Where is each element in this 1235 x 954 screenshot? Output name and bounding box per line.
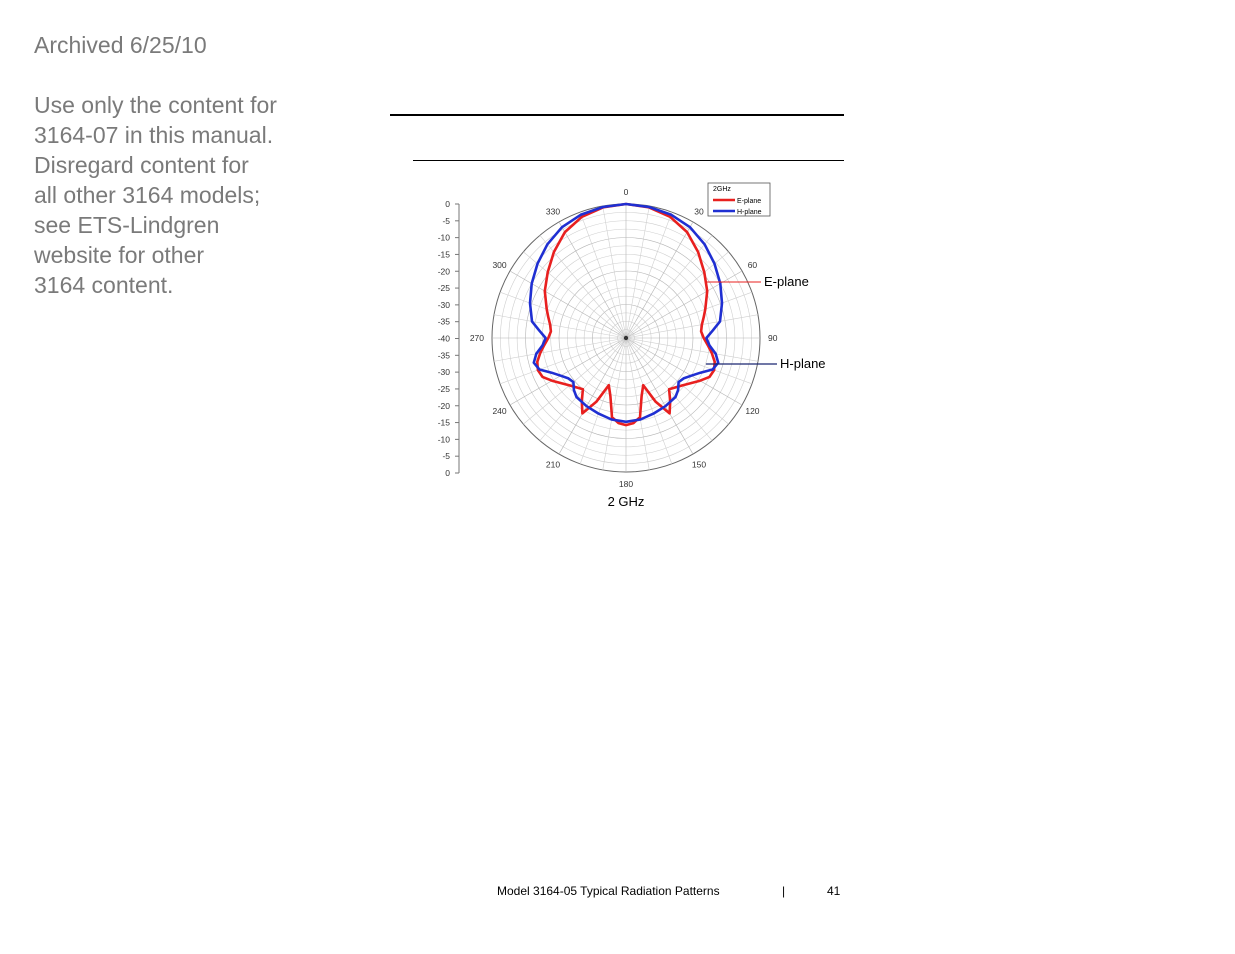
legend-title: 2GHz — [713, 186, 731, 193]
page-number: 41 — [827, 884, 841, 898]
radial-tick-label: -30 — [437, 367, 450, 378]
archive-line: 3164-07 in this manual. — [34, 122, 274, 148]
archive-line: see ETS-Lindgren — [34, 212, 220, 238]
chart-title: 2 GHz — [607, 494, 645, 509]
archive-line: website for other — [34, 242, 205, 268]
radial-axis — [438, 199, 459, 478]
radial-tick-label: -15 — [437, 249, 450, 260]
archive-line: 3164 content. — [34, 272, 174, 298]
angle-tick-label: 210 — [545, 459, 561, 470]
radial-tick-label: -25 — [437, 383, 450, 394]
radial-tick-label: -20 — [437, 400, 450, 411]
radial-tick-label: -35 — [437, 316, 450, 327]
radial-tick-label: -20 — [437, 266, 450, 277]
legend-label-h-plane: H-plane — [737, 209, 762, 216]
header-rule — [390, 114, 844, 116]
radial-tick-label: 0 — [445, 468, 450, 478]
archive-line: Use only the content for — [34, 92, 277, 118]
radial-tick-label: -30 — [437, 299, 450, 310]
angle-tick-label: 60 — [747, 260, 758, 270]
radial-tick-label: -10 — [437, 434, 450, 445]
legend-label-e-plane: E-plane — [737, 198, 762, 205]
angle-tick-label: 0 — [623, 187, 629, 197]
radial-tick-label: -5 — [442, 215, 450, 226]
callout-e-plane-label: E-plane — [764, 274, 809, 289]
polar-grid — [470, 187, 778, 489]
radial-tick-label: -5 — [442, 451, 450, 462]
radial-tick-label: -10 — [437, 232, 450, 243]
angle-tick-label: 180 — [618, 479, 634, 489]
legend — [708, 183, 770, 216]
pole-dot — [624, 336, 628, 340]
callout-h-plane-label: H-plane — [780, 356, 826, 371]
angle-tick-label: 120 — [745, 406, 760, 416]
section-rule — [413, 160, 844, 161]
archive-line: Disregard content for — [34, 152, 249, 178]
radiation-pattern-chart — [425, 178, 845, 518]
radial-tick-label: -25 — [437, 283, 450, 294]
radial-tick-label: -15 — [437, 417, 450, 428]
radial-tick-label: 0 — [445, 199, 450, 209]
footer-separator: | — [782, 884, 786, 898]
callout-h-plane — [706, 356, 826, 371]
radial-tick-label: -40 — [437, 333, 450, 344]
archive-line: all other 3164 models; — [34, 182, 261, 208]
angle-tick-label: 270 — [469, 333, 484, 343]
archive-date: Archived 6/25/10 — [34, 32, 207, 58]
angle-tick-label: 30 — [694, 206, 704, 217]
angle-tick-label: 300 — [492, 260, 507, 270]
footer-title: Model 3164-05 Typical Radiation Patterns — [497, 884, 720, 898]
angle-tick-label: 150 — [691, 459, 707, 470]
angle-tick-label: 330 — [545, 206, 561, 217]
archive-note — [34, 30, 334, 300]
angle-tick-label: 90 — [768, 333, 778, 343]
radial-tick-label: -35 — [437, 350, 450, 361]
angle-tick-label: 240 — [492, 406, 507, 416]
